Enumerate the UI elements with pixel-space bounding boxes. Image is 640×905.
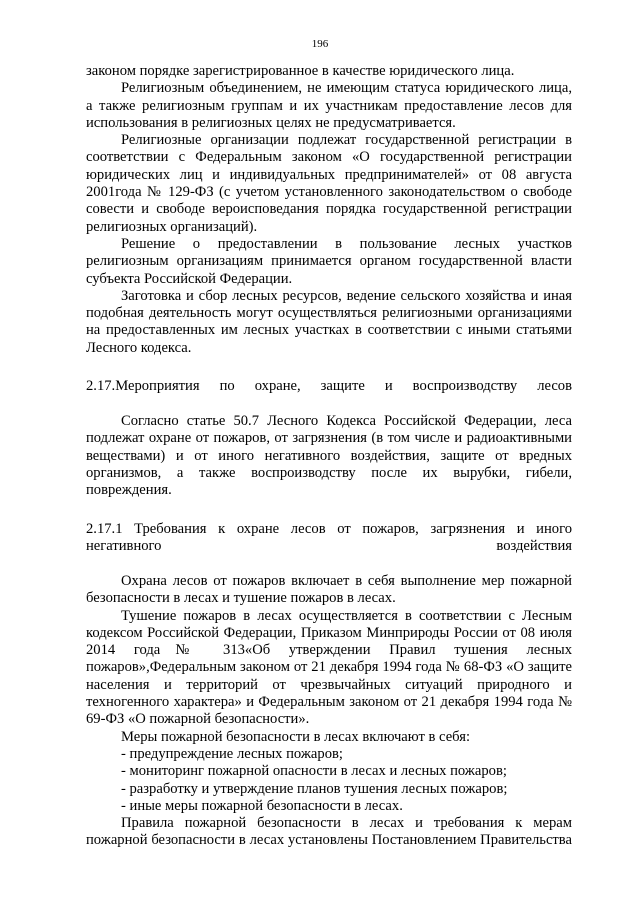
section-title: 2.17.Мероприятия по охране, защите и воспроизводству лесов xyxy=(86,378,572,394)
top-text-block xyxy=(86,63,572,357)
paragraph: Заготовка и сбор лесных ресурсов, ведение сельского хозяйства и иная подобная деятельность могут осуществляться религиозными организациями на предоставленных им лесных участках в соответствии с иными статьями Лесного кодекса. xyxy=(86,287,572,356)
section-heading-2171 xyxy=(86,521,572,556)
page-number: 196 xyxy=(311,38,329,50)
paragraph: Религиозные организации подлежат государственной регистрации в соответствии с Федеральным законом «О государственной регистрации юридических лиц и индивидуальных предпринимателей» от 08 августа 2001года № 129-ФЗ (с учетом установленного законодательством о свободе совести и свободе вероисповедания порядка государственной регистрации религиозных организаций). xyxy=(86,132,572,235)
list-item: - мониторинг пожарной опасности в лесах и лесных пожаров; xyxy=(121,763,507,780)
section-heading-217 xyxy=(86,378,572,395)
paragraph: Религиозным объединением, не имеющим статуса юридического лица, а также религиозным группам и их участникам предоставление лесов для использования в религиозных целях не предусматривается. xyxy=(86,80,572,131)
paragraph: Решение о предоставлении в пользование лесных участков религиозным организациям принимается органом государственной власти субъекта Российской Федерации. xyxy=(86,235,572,287)
paragraph: Меры пожарной безопасности в лесах включают в себя: xyxy=(121,728,470,745)
section-217-body xyxy=(86,413,572,499)
paragraph: Тушение пожаров в лесах осуществляется в соответствии с Лесным кодексом Российской Федерации, Приказом Минприроды России от 08 июля 2014 года№ 313«Об утверждении Правил тушения лесных пожаров»,Федеральным законом от 21 декабря 1994 года № 68-ФЗ «О защите населения и территорий от чрезвычайных ситуаций природного и техногенного характера» и Федеральным законом от 21 декабря 1994 года № 69-ФЗ «О пожарной безопасности». xyxy=(86,607,572,728)
paragraph: законом порядке зарегистрированное в качестве юридического лица. xyxy=(86,63,515,79)
paragraph: Согласно статье 50.7 Лесного Кодекса Российской Федерации, леса подлежат охране от пожаров, от загрязнения (в том числе и радиоактивными веществами) и от иного негативного воздействия, защите от вредных организмов, а также воспроизводству после их вырубки, гибели, повреждения. xyxy=(86,413,572,499)
section-2171-body xyxy=(86,573,572,850)
section-title-line1: 2.17.1 Требования к охране лесов от пожаров, загрязнения и иного xyxy=(86,521,572,537)
paragraph: Охрана лесов от пожаров включает в себя выполнение мер пожарной безопасности в лесах и тушение пожаров в лесах. xyxy=(86,573,572,607)
list-item: - предупреждение лесных пожаров; xyxy=(121,745,343,762)
list-item: - иные меры пожарной безопасности в лесах. xyxy=(121,797,403,814)
paragraph: Правила пожарной безопасности в лесах и требования к мерам пожарной безопасности в лесах установлены Постановлением Правительства xyxy=(86,815,572,849)
section-title-line2: негативного воздействия xyxy=(86,538,572,555)
list-item: - разработку и утверждение планов тушения лесных пожаров; xyxy=(121,780,508,797)
